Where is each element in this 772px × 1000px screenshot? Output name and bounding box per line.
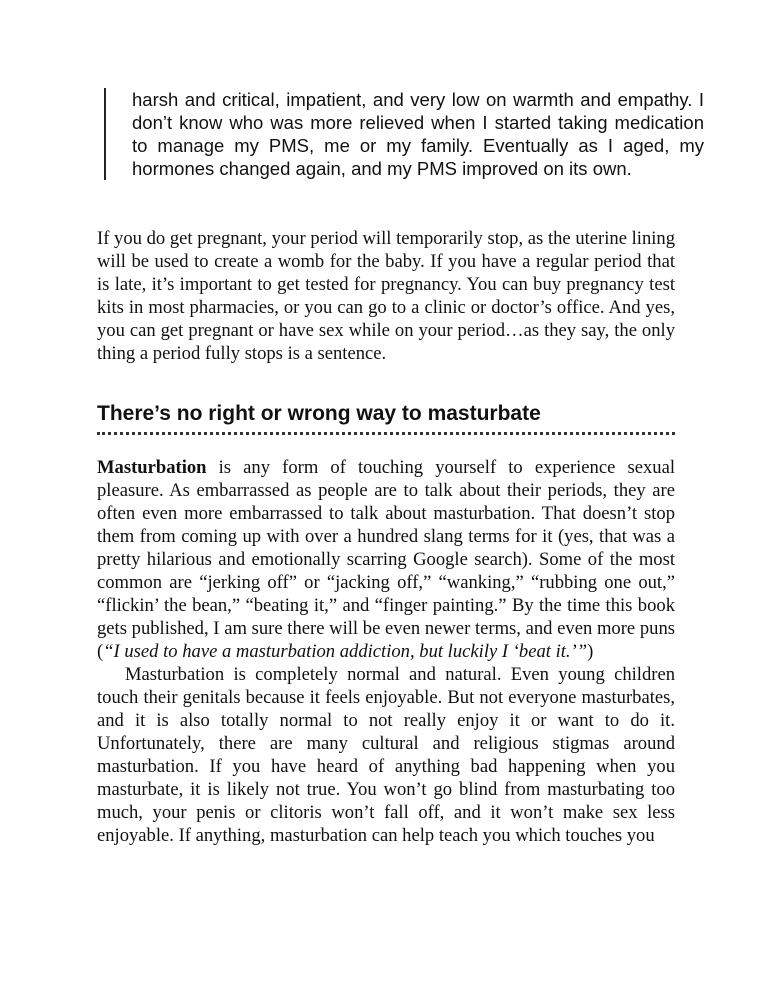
paragraph-pregnancy	[97, 227, 675, 365]
blockquote-text: harsh and critical, impatient, and very low on warmth and empathy. I don’t know who was more relieved when I started taking medication to manage my PMS, me or my family. Eventually as I aged, my hormones changed again, and my PMS improved on its own.	[132, 89, 704, 179]
dotted-divider	[97, 432, 675, 435]
paragraph-pregnancy-text: If you do get pregnant, your period will temporarily stop, as the uterine lining will be used to create a womb for the baby. If you have a regular period that is late, it’s important to get tested for pregnancy. You can buy pregnancy test kits in most pharmacies, or you can go to a clinic or doctor’s office. And yes, you can get pregnant or have sex while on your period…as they say, the only thing a period fully stops is a sentence.	[97, 228, 675, 364]
italic-pun: “I used to have a masturbation addiction, but luckily I ‘beat it.’”	[103, 641, 588, 662]
paragraph-normal-natural: Masturbation is completely normal and natural. Even young children touch their genitals because it feels enjoyable. But not everyone masturbates, and it is also totally normal to not really enjoy it or want to do it. Unfortunately, there are many cultural and religious stigmas around masturbation. If you have heard of anything bad happening when you masturbate, it is likely not true. You won’t go blind from masturbating too much, your penis or clitoris won’t fall off, and it won’t make sex less enjoyable. If anything, masturbation can help teach you which touches you	[97, 664, 675, 846]
paragraph-masturbation-definition	[97, 456, 675, 663]
paragraph-text: is any form of touching yourself to experience sexual pleasure. As embarrassed as people are to talk about their periods, they are often even more embarrassed to talk about masturbation. That doesn’t stop them from coming up with over a hundred slang terms for it (yes, that was a pretty hilarious and emotionally scarring Google search). Some of the most common are “jerking off” or “jacking off,” “wanking,” “rubbing one out,” “flickin’ the bean,” “beating it,” and “finger painting.” By the time this book gets published, I am sure there will be even newer terms, and even more puns (	[97, 457, 675, 662]
closing-paren: )	[587, 641, 594, 662]
defined-term: Masturbation	[97, 457, 207, 478]
section-body	[97, 456, 675, 847]
blockquote	[104, 88, 704, 180]
section-heading: There’s no right or wrong way to masturbate	[97, 402, 541, 425]
